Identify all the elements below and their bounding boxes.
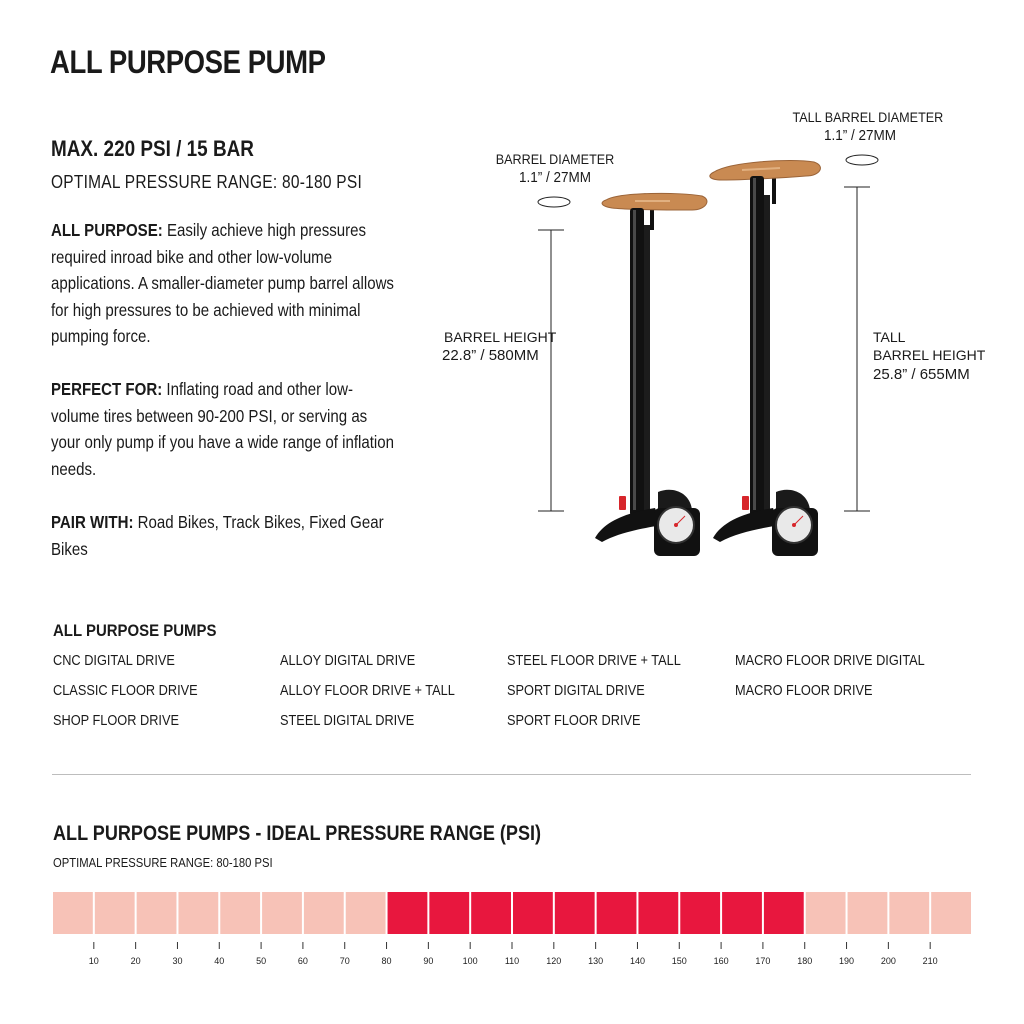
pump-item-cnc-digital-drive[interactable]: CNC DIGITAL DRIVE (53, 653, 175, 669)
pump-item-macro-floor-drive-digital[interactable]: MACRO FLOOR DRIVE DIGITAL (735, 653, 925, 669)
pump-item-alloy-digital-drive[interactable]: ALLOY DIGITAL DRIVE (280, 653, 416, 669)
tall-barrel-diameter-ellipse (846, 155, 878, 165)
pressure-segment (722, 892, 762, 934)
pressure-tick-label: 130 (588, 956, 604, 966)
pressure-tick-label: 150 (671, 956, 687, 966)
pressure-tick-label: 80 (381, 956, 392, 966)
tall-barrel-height-value: 25.8” / 655MM (873, 366, 970, 383)
pressure-segment (597, 892, 637, 934)
pressure-segment (764, 892, 804, 934)
pump-dimension-figure (430, 100, 990, 570)
pressure-tick-label: 10 (88, 956, 99, 966)
pressure-tick-label: 60 (297, 956, 308, 966)
barrel-height-label: BARREL HEIGHT (444, 329, 557, 345)
optimal-range-spec: OPTIMAL PRESSURE RANGE: 80-180 PSI (51, 172, 363, 192)
pump-item-steel-floor-drive-tall[interactable]: STEEL FLOOR DRIVE + TALL (507, 653, 681, 669)
pressure-segment (178, 892, 218, 934)
pressure-tick-label: 190 (839, 956, 855, 966)
barrel-height-dimension-line (538, 230, 564, 511)
pair-with-label: PAIR WITH: (51, 512, 134, 532)
barrel-diameter-ellipse (538, 197, 570, 207)
pump-item-macro-floor-drive[interactable]: MACRO FLOOR DRIVE (735, 683, 873, 699)
all-purpose-paragraph (51, 217, 395, 350)
pressure-scale-bar (52, 892, 972, 934)
pressure-segment (304, 892, 344, 934)
pressure-tick-label: 20 (130, 956, 141, 966)
tall-barrel-height-label: BARREL HEIGHT (873, 347, 986, 363)
pressure-tick-label: 160 (713, 956, 729, 966)
barrel-height-value: 22.8” / 580MM (442, 347, 539, 364)
pressure-tick-label: 200 (880, 956, 896, 966)
pressure-segment (471, 892, 511, 934)
pressure-segment (680, 892, 720, 934)
pressure-tick-label: 50 (256, 956, 267, 966)
tall-pump (710, 160, 821, 556)
pump-item-steel-digital-drive[interactable]: STEEL DIGITAL DRIVE (280, 713, 415, 729)
perfect-for-label: PERFECT FOR: (51, 379, 163, 399)
tall-barrel-height-dimension-line (844, 187, 870, 511)
pressure-tick-label: 90 (423, 956, 434, 966)
pressure-range-heading: ALL PURPOSE PUMPS - IDEAL PRESSURE RANGE (PSI) (53, 822, 542, 845)
pressure-segment (137, 892, 177, 934)
pump-illustration (430, 100, 990, 570)
pump-item-shop-floor-drive[interactable]: SHOP FLOOR DRIVE (53, 713, 179, 729)
pressure-tick-label: 70 (339, 956, 350, 966)
pressure-segment (429, 892, 469, 934)
pressure-tick-label: 170 (755, 956, 771, 966)
section-divider (52, 774, 971, 775)
tall-barrel-diameter-value: 1.1” / 27MM (823, 127, 897, 144)
pressure-segment (638, 892, 678, 934)
pressure-scale-axis (52, 942, 972, 972)
pressure-tick-label: 110 (504, 956, 520, 966)
perfect-for-text: Inflating road and other low-volume tires between 90-200 PSI, or serving as your only pump if you have a wide range of inflation needs. (51, 379, 395, 479)
standard-pump (595, 193, 707, 556)
max-pressure-spec: MAX. 220 PSI / 15 BAR (51, 136, 254, 161)
pressure-segment (53, 892, 93, 934)
pressure-segment (220, 892, 260, 934)
pressure-tick-label: 180 (797, 956, 813, 966)
pumps-list-heading: ALL PURPOSE PUMPS (53, 621, 217, 640)
pressure-segment (555, 892, 595, 934)
pressure-tick-label: 100 (462, 956, 478, 966)
pressure-segment (806, 892, 846, 934)
pressure-segment (388, 892, 428, 934)
barrel-diameter-value: 1.1” / 27MM (518, 169, 592, 186)
pump-item-sport-digital-drive[interactable]: SPORT DIGITAL DRIVE (507, 683, 645, 699)
pressure-tick-label: 120 (546, 956, 562, 966)
pressure-segment (262, 892, 302, 934)
page-title: ALL PURPOSE PUMP (50, 44, 326, 80)
pressure-segment (889, 892, 929, 934)
barrel-diameter-label: BARREL DIAMETER (495, 151, 615, 167)
pump-item-alloy-floor-drive-tall[interactable]: ALLOY FLOOR DRIVE + TALL (280, 683, 455, 699)
pair-with-paragraph (51, 509, 395, 562)
pump-item-classic-floor-drive[interactable]: CLASSIC FLOOR DRIVE (53, 683, 198, 699)
tall-label: TALL (873, 329, 906, 345)
pair-with-text: Road Bikes, Track Bikes, Fixed Gear Bikes (51, 512, 384, 559)
pressure-segment (95, 892, 135, 934)
pressure-segment (513, 892, 553, 934)
all-purpose-label: ALL PURPOSE: (51, 220, 163, 240)
perfect-for-paragraph (51, 376, 395, 482)
pressure-segment (848, 892, 888, 934)
pressure-segment (346, 892, 386, 934)
all-purpose-text: Easily achieve high pressures required inroad bike and other low-volume applications. A smaller-diameter pump barrel allows for high pressures to be achieved with minimal pumping force. (51, 220, 394, 346)
pressure-segment (931, 892, 971, 934)
pressure-tick-label: 210 (922, 956, 938, 966)
pressure-tick-label: 140 (629, 956, 645, 966)
pressure-tick-label: 40 (214, 956, 225, 966)
pump-item-sport-floor-drive[interactable]: SPORT FLOOR DRIVE (507, 713, 641, 729)
pressure-range-subheading: OPTIMAL PRESSURE RANGE: 80-180 PSI (53, 856, 273, 870)
pressure-tick-label: 30 (172, 956, 183, 966)
tall-barrel-diameter-label: TALL BARREL DIAMETER (792, 109, 944, 125)
